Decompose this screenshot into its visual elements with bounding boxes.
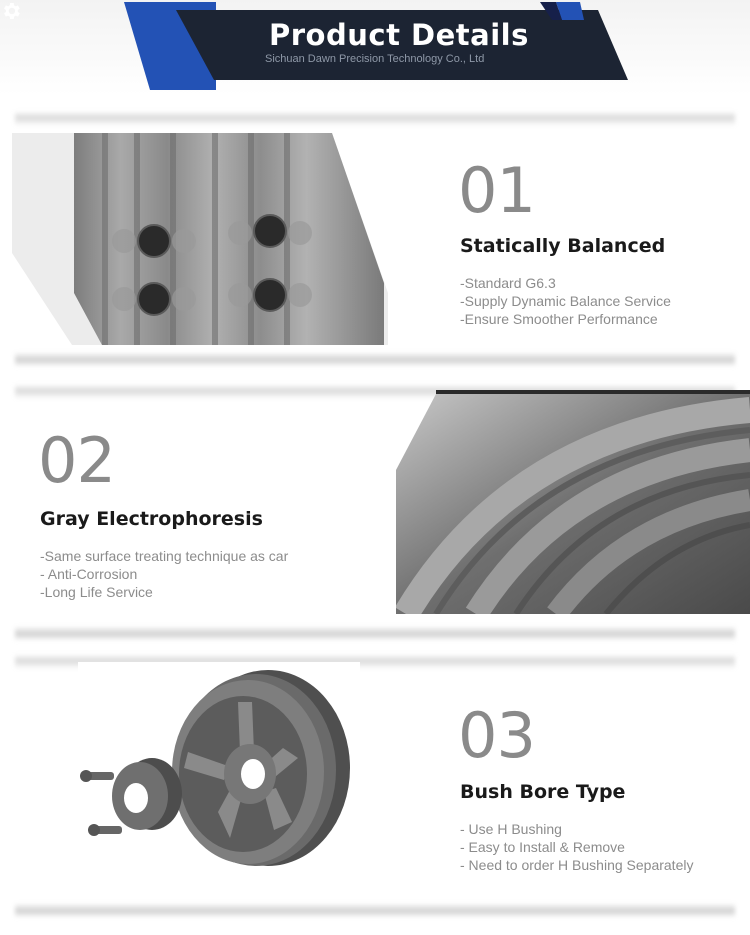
list-item: -Standard G6.3 <box>460 275 556 291</box>
list-item: -Supply Dynamic Balance Service <box>460 293 671 309</box>
company-subtitle: Sichuan Dawn Precision Technology Co., Ltd <box>265 53 485 65</box>
section-3-number: 03 <box>458 699 535 772</box>
section-1-number: 01 <box>458 154 535 227</box>
divider <box>15 352 735 366</box>
divider <box>15 626 735 640</box>
list-item: -Long Life Service <box>40 584 153 600</box>
section-2-image <box>396 390 750 614</box>
section-2-number: 02 <box>38 424 115 497</box>
list-item: -Ensure Smoother Performance <box>460 311 658 327</box>
list-item: -Same surface treating technique as car <box>40 548 289 564</box>
section-3-heading: Bush Bore Type <box>460 781 626 803</box>
section-2-list <box>40 547 288 601</box>
section-3-list <box>460 820 693 874</box>
header-banner <box>0 0 750 95</box>
section-1-image <box>12 133 388 345</box>
list-item: - Use H Bushing <box>460 821 562 837</box>
list-item: - Easy to Install & Remove <box>460 839 625 855</box>
section-1-list <box>460 274 671 328</box>
section-1-heading: Statically Balanced <box>460 235 666 257</box>
gear-icon <box>0 0 22 22</box>
list-item: - Anti-Corrosion <box>40 566 138 582</box>
page-title: Product Details <box>269 18 529 52</box>
list-item: - Need to order H Bushing Separately <box>460 857 694 873</box>
section-2-heading: Gray Electrophoresis <box>40 508 263 530</box>
section-3-image <box>78 662 360 912</box>
divider <box>15 112 735 126</box>
divider <box>15 903 735 917</box>
